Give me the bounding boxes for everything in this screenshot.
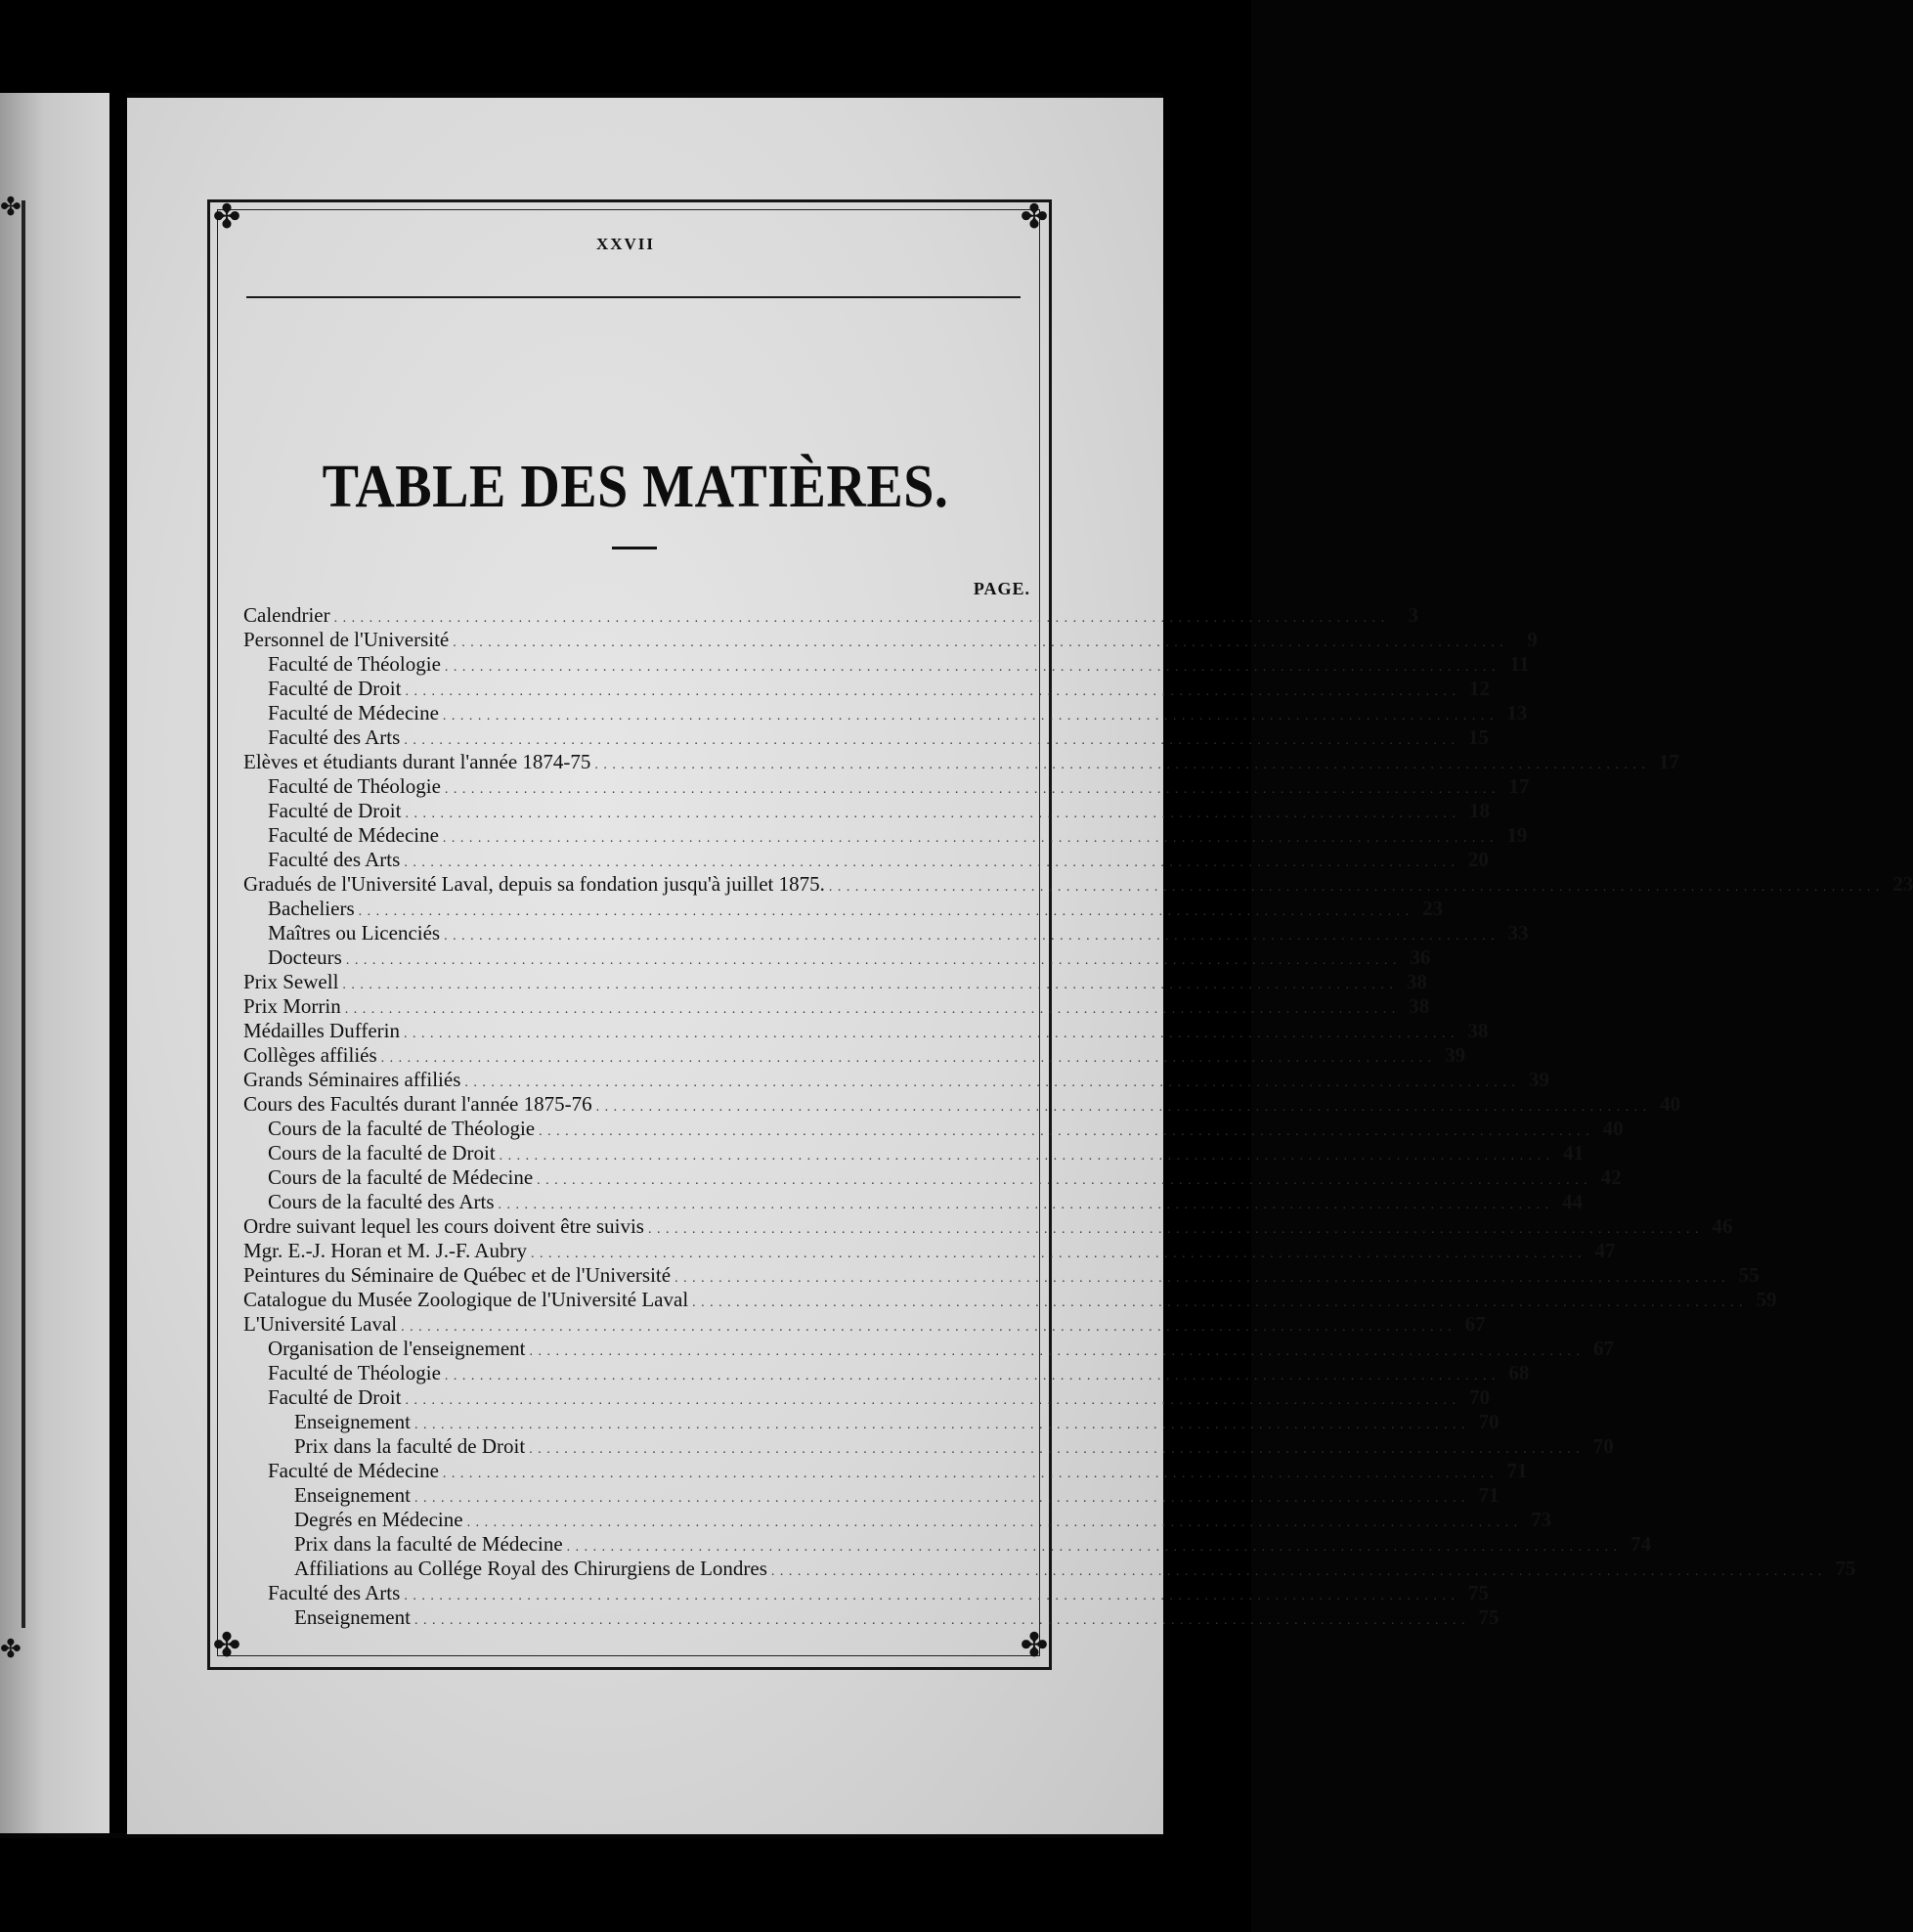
toc-leader-dots: . . . . . . . . . . . . . . . . . . . . . . . . . . . . . . . . . . . . . . . . . . . . . . . . . . . . . . . . . . . . . . . . . . . . . . . . . . . . . . . . . . . . . . . . . . . . . . . . . . . . . . . . . . . . . . . . . . . . . . . .	[444, 660, 1497, 675]
toc-leader-dots: . . . . . . . . . . . . . . . . . . . . . . . . . . . . . . . . . . . . . . . . . . . . . . . . . . . . . . . . . . . . . . . . . . . . . . . . . . . . . . . . . . . . . . . . . . . . . . . . . . . . . . . . . . . . . . . . . . . . . . . .	[413, 1613, 1466, 1628]
toc-leader-dots: . . . . . . . . . . . . . . . . . . . . . . . . . . . . . . . . . . . . . . . . . . . . . . . . . . . . . . . . . . . . . . . . . . . . . . . . . . . . . . . . . . . . . . . . . . . . . . . . . . . . . . . . . . . . . . . . . . . . . . . .	[444, 782, 1497, 797]
toc-entry	[243, 1337, 1614, 1361]
toc-entry	[243, 750, 1679, 774]
toc-leader-dots: . . . . . . . . . . . . . . . . . . . . . . . . . . . . . . . . . . . . . . . . . . . . . . . . . . . . . . . . . . . . . . . . . . . . . . . . . . . . . . . . . . . . . . . . . . . . . . . . . . . . . . . . . . . . . . . . . . . . . . . .	[401, 1320, 1453, 1335]
toc-entry-label: Prix Morrin	[243, 994, 341, 1018]
toc-entry-label: Faculté des Arts	[268, 1581, 401, 1604]
toc-entry-page: 38	[1409, 994, 1430, 1018]
toc-entry-page: 39	[1528, 1068, 1549, 1091]
toc-entry	[243, 970, 1427, 994]
toc-entry	[243, 921, 1529, 945]
toc-entry	[243, 1068, 1549, 1092]
toc-leader-dots: . . . . . . . . . . . . . . . . . . . . . . . . . . . . . . . . . . . . . . . . . . . . . . . . . . . . . . . . . . . . . . . . . . . . . . . . . . . . . . . . . . . . . . . . . . . . . . . . . . . . . . . . . . . . . . . . . . . . . . . .	[413, 1491, 1466, 1506]
toc-entry-page: 36	[1410, 945, 1431, 969]
toc-entry-label: Enseignement	[294, 1410, 411, 1433]
corner-ornament-icon: ✤	[212, 1628, 241, 1664]
toc-leader-dots: . . . . . . . . . . . . . . . . . . . . . . . . . . . . . . . . . . . . . . . . . . . . . . . . . . . . . . . . . . . . . . . . . . . . . . . . . . . . . . . . . . . . . . . . . . . . . . . . . . . . . . . . . . . . . . . . . . . . . . . .	[442, 1467, 1495, 1481]
toc-entry-page: 3	[1408, 603, 1419, 627]
toc-entry-label: Calendrier	[243, 603, 330, 627]
toc-entry	[243, 1483, 1500, 1508]
toc-entry	[243, 603, 1419, 628]
toc-entry-label: Ordre suivant lequel les cours doivent être suivis	[243, 1214, 644, 1238]
toc-leader-dots: . . . . . . . . . . . . . . . . . . . . . . . . . . . . . . . . . . . . . . . . . . . . . . . . . . . . . . . . . . . . . . . . . . . . . . . . . . . . . . . . . . . . . . . . . . . . . . . . . . . . . . . . . . . . . . . . . . . . . . . .	[770, 1564, 1823, 1579]
scan-gutter	[109, 93, 127, 1833]
toc-entry-page: 11	[1509, 652, 1530, 676]
page-column-label: PAGE.	[973, 579, 1030, 598]
toc-entry-label: Cours de la faculté de Théologie	[268, 1117, 536, 1140]
toc-entry-label: Prix dans la faculté de Médecine	[294, 1532, 563, 1556]
toc-entry-page: 59	[1756, 1288, 1777, 1311]
toc-leader-dots: . . . . . . . . . . . . . . . . . . . . . . . . . . . . . . . . . . . . . . . . . . . . . . . . . . . . . . . . . . . . . . . . . . . . . . . . . . . . . . . . . . . . . . . . . . . . . . . . . . . . . . . . . . . . . . . . . . . . . . . .	[647, 1222, 1700, 1237]
toc-entry-label: Elèves et étudiants durant l'année 1874-75	[243, 750, 591, 773]
scan-top-border	[0, 0, 1251, 93]
toc-entry	[243, 701, 1528, 725]
toc-leader-dots: . . . . . . . . . . . . . . . . . . . . . . . . . . . . . . . . . . . . . . . . . . . . . . . . . . . . . . . . . . . . . . . . . . . . . . . . . . . . . . . . . . . . . . . . . . . . . . . . . . . . . . . . . . . . . . . . . . . . . . . .	[530, 1247, 1583, 1261]
toc-entry-label: Collèges affiliés	[243, 1043, 377, 1067]
toc-entry-page: 70	[1478, 1410, 1500, 1433]
toc-entry-label: Gradués de l'Université Laval, depuis sa fondation jusqu'à juillet 1875.	[243, 872, 825, 896]
toc-leader-dots: . . . . . . . . . . . . . . . . . . . . . . . . . . . . . . . . . . . . . . . . . . . . . . . . . . . . . . . . . . . . . . . . . . . . . . . . . . . . . . . . . . . . . . . . . . . . . . . . . . . . . . . . . . . . . . . . . . . . . . . .	[413, 1418, 1466, 1432]
toc-entry-page: 70	[1592, 1434, 1614, 1458]
toc-entry	[243, 1508, 1552, 1532]
toc-leader-dots: . . . . . . . . . . . . . . . . . . . . . . . . . . . . . . . . . . . . . . . . . . . . . . . . . . . . . . . . . . . . . . . . . . . . . . . . . . . . . . . . . . . . . . . . . . . . . . . . . . . . . . . . . . . . . . . . . . . . . . . .	[380, 1051, 1433, 1066]
toc-entry-label: Faculté de Théologie	[268, 652, 441, 676]
scan-bottom-border	[0, 1838, 1251, 1932]
toc-entry-page: 67	[1464, 1312, 1486, 1336]
toc-leader-dots: . . . . . . . . . . . . . . . . . . . . . . . . . . . . . . . . . . . . . . . . . . . . . . . . . . . . . . . . . . . . . . . . . . . . . . . . . . . . . . . . . . . . . . . . . . . . . . . . . . . . . . . . . . . . . . . . . . . . . . . .	[405, 684, 1456, 699]
toc-entry-page: 12	[1468, 677, 1490, 700]
toc-entry-label: Faculté de Droit	[268, 1385, 402, 1409]
toc-leader-dots: . . . . . . . . . . . . . . . . . . . . . . . . . . . . . . . . . . . . . . . . . . . . . . . . . . . . . . . . . . . . . . . . . . . . . . . . . . . . . . . . . . . . . . . . . . . . . . . . . . . . . . . . . . . . . . . . . . . . . . . .	[464, 1076, 1516, 1090]
corner-ornament-icon: ✤	[0, 193, 22, 221]
toc-entry-page: 19	[1506, 823, 1528, 847]
toc-leader-dots: . . . . . . . . . . . . . . . . . . . . . . . . . . . . . . . . . . . . . . . . . . . . . . . . . . . . . . . . . . . . . . . . . . . . . . . . . . . . . . . . . . . . . . . . . . . . . . . . . . . . . . . . . . . . . . . . . . . . . . . .	[828, 880, 1881, 895]
toc-entry	[243, 1605, 1500, 1630]
toc-entry	[243, 994, 1430, 1019]
toc-leader-dots: . . . . . . . . . . . . . . . . . . . . . . . . . . . . . . . . . . . . . . . . . . . . . . . . . . . . . . . . . . . . . . . . . . . . . . . . . . . . . . . . . . . . . . . . . . . . . . . . . . . . . . . . . . . . . . . . . . . . . . . .	[692, 1295, 1744, 1310]
corner-ornament-icon: ✤	[1020, 199, 1049, 236]
toc-entry	[243, 1434, 1614, 1459]
toc-entry-page: 75	[1478, 1605, 1500, 1629]
toc-entry	[243, 1214, 1733, 1239]
toc-entry-label: Enseignement	[294, 1605, 411, 1629]
toc-entry	[243, 872, 1913, 897]
toc-leader-dots: . . . . . . . . . . . . . . . . . . . . . . . . . . . . . . . . . . . . . . . . . . . . . . . . . . . . . . . . . . . . . . . . . . . . . . . . . . . . . . . . . . . . . . . . . . . . . . . . . . . . . . . . . . . . . . . . . . . . . . . .	[404, 856, 1456, 870]
toc-entry-label: Mgr. E.-J. Horan et M. J.-F. Aubry	[243, 1239, 527, 1262]
toc-entry	[243, 1092, 1681, 1117]
toc-leader-dots: . . . . . . . . . . . . . . . . . . . . . . . . . . . . . . . . . . . . . . . . . . . . . . . . . . . . . . . . . . . . . . . . . . . . . . . . . . . . . . . . . . . . . . . . . . . . . . . . . . . . . . . . . . . . . . . . . . . . . . . .	[342, 978, 1394, 992]
title-divider	[612, 547, 657, 549]
toc-entry-page: 67	[1593, 1337, 1614, 1360]
toc-leader-dots: . . . . . . . . . . . . . . . . . . . . . . . . . . . . . . . . . . . . . . . . . . . . . . . . . . . . . . . . . . . . . . . . . . . . . . . . . . . . . . . . . . . . . . . . . . . . . . . . . . . . . . . . . . . . . . . . . . . . . . . .	[333, 611, 1386, 626]
toc-entry-page: 40	[1602, 1117, 1624, 1140]
toc-entry	[243, 1190, 1584, 1214]
toc-leader-dots: . . . . . . . . . . . . . . . . . . . . . . . . . . . . . . . . . . . . . . . . . . . . . . . . . . . . . . . . . . . . . . . . . . . . . . . . . . . . . . . . . . . . . . . . . . . . . . . . . . . . . . . . . . . . . . . . . . . . . . . .	[345, 953, 1398, 968]
toc-entry	[243, 725, 1489, 750]
toc-entry-label: Faculté des Arts	[268, 848, 401, 871]
toc-entry-page: 17	[1508, 774, 1530, 798]
toc-leader-dots: . . . . . . . . . . . . . . . . . . . . . . . . . . . . . . . . . . . . . . . . . . . . . . . . . . . . . . . . . . . . . . . . . . . . . . . . . . . . . . . . . . . . . . . . . . . . . . . . . . . . . . . . . . . . . . . . . . . . . . . .	[539, 1124, 1590, 1139]
toc-entry-page: 42	[1600, 1165, 1622, 1189]
toc-entry-page: 47	[1594, 1239, 1616, 1262]
toc-entry-page: 20	[1467, 848, 1489, 871]
toc-entry-page: 40	[1660, 1092, 1681, 1116]
toc-entry	[243, 945, 1431, 970]
toc-entry	[243, 1410, 1500, 1434]
toc-leader-dots: . . . . . . . . . . . . . . . . . . . . . . . . . . . . . . . . . . . . . . . . . . . . . . . . . . . . . . . . . . . . . . . . . . . . . . . . . . . . . . . . . . . . . . . . . . . . . . . . . . . . . . . . . . . . . . . . . . . . . . . .	[405, 1393, 1456, 1408]
toc-entry-page: 39	[1445, 1043, 1466, 1067]
toc-entry	[243, 652, 1530, 677]
toc-entry-label: Maîtres ou Licenciés	[268, 921, 441, 944]
toc-entry-label: Grands Séminaires affiliés	[243, 1068, 461, 1091]
toc-entry-label: Faculté de Droit	[268, 799, 402, 822]
toc-entry	[243, 1239, 1616, 1263]
toc-entry-page: 41	[1563, 1141, 1585, 1164]
toc-entry-page: 71	[1506, 1459, 1528, 1482]
toc-leader-dots: . . . . . . . . . . . . . . . . . . . . . . . . . . . . . . . . . . . . . . . . . . . . . . . . . . . . . . . . . . . . . . . . . . . . . . . . . . . . . . . . . . . . . . . . . . . . . . . . . . . . . . . . . . . . . . . . . . . . . . . .	[444, 1369, 1497, 1383]
toc-entry	[243, 1312, 1486, 1337]
toc-entry-page: 44	[1562, 1190, 1584, 1213]
toc-entry	[243, 1288, 1777, 1312]
toc-entry	[243, 799, 1490, 823]
toc-entry-label: Faculté de Médecine	[268, 701, 439, 724]
toc-entry	[243, 848, 1489, 872]
toc-entry	[243, 1019, 1489, 1043]
toc-entry-page: 75	[1467, 1581, 1489, 1604]
toc-leader-dots: . . . . . . . . . . . . . . . . . . . . . . . . . . . . . . . . . . . . . . . . . . . . . . . . . . . . . . . . . . . . . . . . . . . . . . . . . . . . . . . . . . . . . . . . . . . . . . . . . . . . . . . . . . . . . . . . . . . . . . . .	[344, 1002, 1397, 1017]
toc-leader-dots: . . . . . . . . . . . . . . . . . . . . . . . . . . . . . . . . . . . . . . . . . . . . . . . . . . . . . . . . . . . . . . . . . . . . . . . . . . . . . . . . . . . . . . . . . . . . . . . . . . . . . . . . . . . . . . . . . . . . . . . .	[566, 1540, 1619, 1555]
toc-entry-page: 70	[1468, 1385, 1490, 1409]
toc-entry	[243, 1361, 1530, 1385]
toc-entry-label: Cours de la faculté de Droit	[268, 1141, 496, 1164]
table-of-contents	[243, 603, 1913, 1630]
toc-entry	[243, 1117, 1624, 1141]
toc-entry-page: 23	[1422, 897, 1444, 920]
corner-ornament-icon: ✤	[0, 1635, 22, 1663]
toc-leader-dots: . . . . . . . . . . . . . . . . . . . . . . . . . . . . . . . . . . . . . . . . . . . . . . . . . . . . . . . . . . . . . . . . . . . . . . . . . . . . . . . . . . . . . . . . . . . . . . . . . . . . . . . . . . . . . . . . . . . . . . . .	[358, 904, 1411, 919]
toc-entry	[243, 1141, 1585, 1165]
toc-entry-page: 23	[1892, 872, 1913, 896]
toc-leader-dots: . . . . . . . . . . . . . . . . . . . . . . . . . . . . . . . . . . . . . . . . . . . . . . . . . . . . . . . . . . . . . . . . . . . . . . . . . . . . . . . . . . . . . . . . . . . . . . . . . . . . . . . . . . . . . . . . . . . . . . . .	[442, 831, 1495, 846]
toc-entry-page: 38	[1406, 970, 1427, 993]
toc-entry	[243, 823, 1528, 848]
toc-leader-dots: . . . . . . . . . . . . . . . . . . . . . . . . . . . . . . . . . . . . . . . . . . . . . . . . . . . . . . . . . . . . . . . . . . . . . . . . . . . . . . . . . . . . . . . . . . . . . . . . . . . . . . . . . . . . . . . . . . . . . . . .	[442, 709, 1495, 724]
toc-entry-label: Faculté de Théologie	[268, 1361, 441, 1384]
toc-entry-label: Personnel de l'Université	[243, 628, 450, 651]
toc-entry-page: 18	[1468, 799, 1490, 822]
toc-entry	[243, 1532, 1652, 1557]
corner-ornament-icon: ✤	[1020, 1628, 1049, 1664]
toc-leader-dots: . . . . . . . . . . . . . . . . . . . . . . . . . . . . . . . . . . . . . . . . . . . . . . . . . . . . . . . . . . . . . . . . . . . . . . . . . . . . . . . . . . . . . . . . . . . . . . . . . . . . . . . . . . . . . . . . . . . . . . . .	[453, 636, 1504, 650]
toc-entry-page: 71	[1478, 1483, 1500, 1507]
header-rule	[246, 296, 1021, 298]
toc-leader-dots: . . . . . . . . . . . . . . . . . . . . . . . . . . . . . . . . . . . . . . . . . . . . . . . . . . . . . . . . . . . . . . . . . . . . . . . . . . . . . . . . . . . . . . . . . . . . . . . . . . . . . . . . . . . . . . . . . . . . . . . .	[405, 807, 1456, 821]
toc-entry-page: 73	[1531, 1508, 1552, 1531]
toc-leader-dots: . . . . . . . . . . . . . . . . . . . . . . . . . . . . . . . . . . . . . . . . . . . . . . . . . . . . . . . . . . . . . . . . . . . . . . . . . . . . . . . . . . . . . . . . . . . . . . . . . . . . . . . . . . . . . . . . . . . . . . . .	[444, 929, 1496, 944]
toc-entry-label: Faculté de Médecine	[268, 1459, 439, 1482]
toc-entry-label: Faculté de Droit	[268, 677, 402, 700]
toc-leader-dots: . . . . . . . . . . . . . . . . . . . . . . . . . . . . . . . . . . . . . . . . . . . . . . . . . . . . . . . . . . . . . . . . . . . . . . . . . . . . . . . . . . . . . . . . . . . . . . . . . . . . . . . . . . . . . . . . . . . . . . . .	[466, 1515, 1519, 1530]
adjacent-page-border	[22, 200, 25, 1628]
page-title: TABLE DES MATIÈRES.	[322, 453, 949, 521]
toc-entry	[243, 1581, 1489, 1605]
toc-entry-label: Faculté de Théologie	[268, 774, 441, 798]
toc-entry	[243, 897, 1444, 921]
toc-entry-page: 15	[1467, 725, 1489, 749]
toc-entry	[243, 628, 1538, 652]
adjacent-page-fragment	[0, 93, 109, 1833]
toc-entry	[243, 774, 1530, 799]
toc-entry-page: 38	[1467, 1019, 1489, 1042]
toc-leader-dots: . . . . . . . . . . . . . . . . . . . . . . . . . . . . . . . . . . . . . . . . . . . . . . . . . . . . . . . . . . . . . . . . . . . . . . . . . . . . . . . . . . . . . . . . . . . . . . . . . . . . . . . . . . . . . . . . . . . . . . . .	[404, 1589, 1456, 1603]
toc-entry-label: Docteurs	[268, 945, 342, 969]
toc-entry-label: Faculté des Arts	[268, 725, 401, 749]
toc-entry	[243, 1043, 1466, 1068]
toc-leader-dots: . . . . . . . . . . . . . . . . . . . . . . . . . . . . . . . . . . . . . . . . . . . . . . . . . . . . . . . . . . . . . . . . . . . . . . . . . . . . . . . . . . . . . . . . . . . . . . . . . . . . . . . . . . . . . . . . . . . . . . . .	[594, 758, 1646, 772]
toc-leader-dots: . . . . . . . . . . . . . . . . . . . . . . . . . . . . . . . . . . . . . . . . . . . . . . . . . . . . . . . . . . . . . . . . . . . . . . . . . . . . . . . . . . . . . . . . . . . . . . . . . . . . . . . . . . . . . . . . . . . . . . . .	[529, 1442, 1581, 1457]
toc-leader-dots: . . . . . . . . . . . . . . . . . . . . . . . . . . . . . . . . . . . . . . . . . . . . . . . . . . . . . . . . . . . . . . . . . . . . . . . . . . . . . . . . . . . . . . . . . . . . . . . . . . . . . . . . . . . . . . . . . . . . . . . .	[498, 1198, 1550, 1212]
toc-entry-label: Prix Sewell	[243, 970, 339, 993]
toc-entry-label: Catalogue du Musée Zoologique de l'Université Laval	[243, 1288, 689, 1311]
toc-entry-page: 74	[1630, 1532, 1652, 1556]
toc-entry	[243, 1385, 1490, 1410]
toc-leader-dots: . . . . . . . . . . . . . . . . . . . . . . . . . . . . . . . . . . . . . . . . . . . . . . . . . . . . . . . . . . . . . . . . . . . . . . . . . . . . . . . . . . . . . . . . . . . . . . . . . . . . . . . . . . . . . . . . . . . . . . . .	[404, 733, 1456, 748]
toc-entry	[243, 1459, 1528, 1483]
toc-entry-page: 9	[1527, 628, 1538, 651]
toc-entry-page: 13	[1506, 701, 1528, 724]
corner-ornament-icon: ✤	[212, 199, 241, 236]
toc-entry-label: Cours de la faculté de Médecine	[268, 1165, 534, 1189]
toc-entry-page: 68	[1508, 1361, 1530, 1384]
toc-leader-dots: . . . . . . . . . . . . . . . . . . . . . . . . . . . . . . . . . . . . . . . . . . . . . . . . . . . . . . . . . . . . . . . . . . . . . . . . . . . . . . . . . . . . . . . . . . . . . . . . . . . . . . . . . . . . . . . . . . . . . . . .	[403, 1027, 1456, 1041]
toc-entry-label: Cours des Facultés durant l'année 1875-76	[243, 1092, 592, 1116]
toc-entry-label: Faculté de Médecine	[268, 823, 439, 847]
toc-entry-label: Bacheliers	[268, 897, 355, 920]
page-number: XXVII	[595, 235, 656, 253]
toc-entry-label: Peintures du Séminaire de Québec et de l'Université	[243, 1263, 672, 1287]
toc-entry	[243, 1263, 1760, 1288]
toc-leader-dots: . . . . . . . . . . . . . . . . . . . . . . . . . . . . . . . . . . . . . . . . . . . . . . . . . . . . . . . . . . . . . . . . . . . . . . . . . . . . . . . . . . . . . . . . . . . . . . . . . . . . . . . . . . . . . . . . . . . . . . . .	[537, 1173, 1588, 1188]
toc-entry-label: Affiliations au Collége Royal des Chirurgiens de Londres	[294, 1557, 767, 1580]
toc-entry-page: 33	[1507, 921, 1529, 944]
toc-entry-label: Degrés en Médecine	[294, 1508, 463, 1531]
toc-entry-label: Prix dans la faculté de Droit	[294, 1434, 526, 1458]
toc-leader-dots: . . . . . . . . . . . . . . . . . . . . . . . . . . . . . . . . . . . . . . . . . . . . . . . . . . . . . . . . . . . . . . . . . . . . . . . . . . . . . . . . . . . . . . . . . . . . . . . . . . . . . . . . . . . . . . . . . . . . . . . .	[674, 1271, 1726, 1286]
toc-entry-page: 55	[1738, 1263, 1760, 1287]
toc-entry-page: 17	[1658, 750, 1679, 773]
toc-entry-label: Organisation de l'enseignement	[268, 1337, 526, 1360]
toc-entry	[243, 1165, 1622, 1190]
toc-entry-label: Enseignement	[294, 1483, 411, 1507]
toc-entry-label: Cours de la faculté des Arts	[268, 1190, 495, 1213]
toc-entry-page: 46	[1712, 1214, 1733, 1238]
toc-leader-dots: . . . . . . . . . . . . . . . . . . . . . . . . . . . . . . . . . . . . . . . . . . . . . . . . . . . . . . . . . . . . . . . . . . . . . . . . . . . . . . . . . . . . . . . . . . . . . . . . . . . . . . . . . . . . . . . . . . . . . . . .	[499, 1149, 1551, 1164]
toc-entry	[243, 1557, 1856, 1581]
toc-entry-label: L'Université Laval	[243, 1312, 398, 1336]
toc-leader-dots: . . . . . . . . . . . . . . . . . . . . . . . . . . . . . . . . . . . . . . . . . . . . . . . . . . . . . . . . . . . . . . . . . . . . . . . . . . . . . . . . . . . . . . . . . . . . . . . . . . . . . . . . . . . . . . . . . . . . . . . .	[595, 1100, 1648, 1115]
toc-entry	[243, 677, 1490, 701]
toc-entry-label: Médailles Dufferin	[243, 1019, 400, 1042]
toc-entry-page: 75	[1835, 1557, 1856, 1580]
toc-leader-dots: . . . . . . . . . . . . . . . . . . . . . . . . . . . . . . . . . . . . . . . . . . . . . . . . . . . . . . . . . . . . . . . . . . . . . . . . . . . . . . . . . . . . . . . . . . . . . . . . . . . . . . . . . . . . . . . . . . . . . . . .	[529, 1344, 1581, 1359]
